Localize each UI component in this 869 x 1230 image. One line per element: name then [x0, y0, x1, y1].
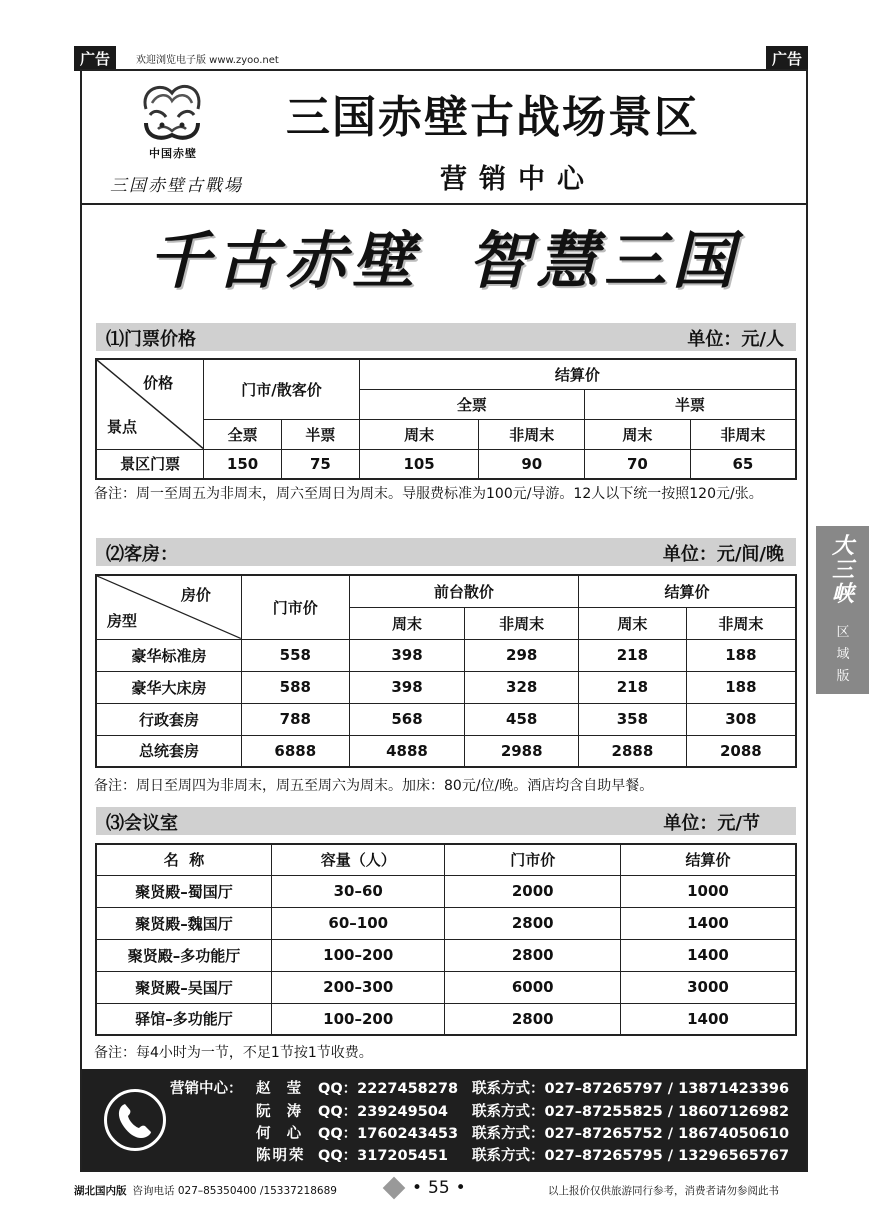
ticket-full-weekend-header: 周末: [359, 419, 479, 449]
ticket-half-weekend-header: 周末: [585, 419, 691, 449]
table-row: [96, 875, 796, 907]
footer-disclaimer: 以上报价仅供旅游同行参考，消费者请勿参阅此书: [548, 1185, 779, 1197]
room-table: [95, 574, 797, 768]
contact-phone: 联系方式：027–87255825 / 18607126982: [472, 1104, 790, 1120]
ticket-half-weekday-header: 非周末: [690, 419, 796, 449]
room-cell-retail: 588: [241, 671, 349, 703]
ticket-diag-bottom: 景点: [107, 417, 138, 436]
ticket-retail-half-header: 半票: [281, 419, 359, 449]
ticket-retail-full-header: 全票: [204, 419, 282, 449]
room-diag-top: 房价: [180, 586, 211, 604]
ticket-row-name: 景区门票: [96, 449, 204, 479]
room-cell-retail: 6888: [241, 735, 349, 767]
ticket-sub-half: 半票: [585, 389, 796, 419]
meeting-cell-name: 聚贤殿–多功能厅: [96, 939, 271, 971]
room-cell-name: 豪华标准房: [96, 639, 241, 671]
side-tab-char: 版: [836, 669, 850, 684]
meeting-table: [95, 843, 797, 1036]
ticket-half-weekend: 70: [585, 449, 691, 479]
room-settle-weekday-header: 非周末: [686, 607, 796, 639]
footer-phone: 咨询电话 027–85350400 /15337218689: [132, 1185, 337, 1197]
logo: [132, 79, 212, 161]
contact-qq: QQ：317205451: [318, 1148, 448, 1164]
meeting-col-name: 名 称: [96, 844, 271, 875]
room-cell-front-wd: 328: [465, 671, 579, 703]
contact-name: 赵 莹: [256, 1081, 304, 1097]
ticket-sub-full: 全票: [359, 389, 584, 419]
room-section-title: ⑵客房：: [106, 544, 178, 565]
meeting-cell-retail: 2800: [445, 1003, 620, 1035]
diamond-icon: [383, 1177, 406, 1200]
page-number: 55: [428, 1178, 450, 1198]
meeting-cell-settle: 1000: [620, 875, 796, 907]
contact-phone: 联系方式：027–87265795 / 13296565767: [472, 1148, 790, 1164]
slogan: [82, 211, 806, 300]
ticket-diag-header: [96, 359, 204, 449]
room-cell-front-we: 568: [349, 703, 465, 735]
table-row: [96, 939, 796, 971]
contact-row-2: [170, 1100, 789, 1121]
meeting-section-title: ⑶会议室: [106, 813, 178, 834]
ticket-retail-full: 150: [204, 449, 282, 479]
ticket-full-weekday-header: 非周末: [479, 419, 585, 449]
ticket-section-title: ⑴门票价格: [106, 329, 196, 350]
meeting-cell-capacity: 100–200: [271, 939, 445, 971]
meeting-cell-settle: 1400: [620, 907, 796, 939]
room-cell-settle-wd: 188: [686, 639, 796, 671]
room-cell-front-we: 4888: [349, 735, 465, 767]
ticket-full-weekday: 90: [479, 449, 585, 479]
meeting-col-capacity: 容量（人）: [271, 844, 445, 875]
room-cell-front-we: 398: [349, 671, 465, 703]
sub-title: 营销中心: [440, 164, 596, 195]
contact-name: 何 心: [256, 1126, 304, 1142]
advert-frame: [80, 69, 808, 1172]
ticket-diag-top: 价格: [143, 374, 174, 392]
room-cell-settle-we: 2888: [579, 735, 687, 767]
meeting-cell-retail: 2000: [445, 875, 620, 907]
footer-edition: 湖北国内版: [74, 1185, 127, 1197]
room-cell-name: 行政套房: [96, 703, 241, 735]
ticket-section-unit: 单位：元/人: [687, 329, 784, 350]
contact-name: 陈明荣: [256, 1148, 306, 1164]
meeting-col-settle: 结算价: [620, 844, 796, 875]
ad-tag-right: 广告: [766, 46, 808, 71]
meeting-cell-retail: 6000: [445, 971, 620, 1003]
meeting-cell-retail: 2800: [445, 907, 620, 939]
header: [82, 71, 806, 205]
meeting-cell-name: 驿馆–多功能厅: [96, 1003, 271, 1035]
ticket-section-bar: [96, 323, 796, 351]
room-note: 备注：周日至周四为非周末，周五至周六为周末。加床：80元/位/晚。酒店均含自助早餐。: [94, 778, 654, 794]
contact-row-1: [170, 1077, 789, 1098]
footer-left: [74, 1183, 337, 1198]
meeting-cell-name: 聚贤殿–魏国厅: [96, 907, 271, 939]
room-col-retail: 门市价: [241, 575, 349, 639]
meeting-note: 备注：每4小时为一节，不足1节按1节收费。: [94, 1045, 373, 1061]
ticket-table: [95, 358, 797, 480]
ticket-half-weekday: 65: [690, 449, 796, 479]
welcome-text: 欢迎浏览电子版 www.zyoo.net: [136, 55, 279, 66]
table-row: [96, 1003, 796, 1035]
side-tab-char: 域: [836, 647, 850, 662]
room-cell-settle-wd: 2088: [686, 735, 796, 767]
contact-qq: QQ：2227458278: [318, 1081, 459, 1097]
table-row: [96, 671, 796, 703]
meeting-cell-name: 聚贤殿–蜀国厅: [96, 875, 271, 907]
room-cell-retail: 788: [241, 703, 349, 735]
main-title: 三国赤壁古战场景区: [286, 92, 700, 143]
room-cell-front-wd: 298: [465, 639, 579, 671]
room-section-bar: [96, 538, 796, 566]
room-cell-front-we: 398: [349, 639, 465, 671]
side-tab-subtitle: [831, 622, 855, 688]
meeting-cell-capacity: 100–200: [271, 1003, 445, 1035]
side-tab-char: 区: [836, 625, 850, 640]
room-cell-name: 总统套房: [96, 735, 241, 767]
meeting-col-retail: 门市价: [445, 844, 620, 875]
room-cell-settle-we: 218: [579, 639, 687, 671]
table-row: [96, 449, 796, 479]
room-col-front: 前台散价: [349, 575, 578, 607]
room-diag-header: [96, 575, 241, 639]
ticket-note: 备注：周一至周五为非周末，周六至周日为周末。导服费标准为100元/导游。12人以下统一按照120元/张。: [94, 486, 763, 502]
room-cell-front-wd: 458: [465, 703, 579, 735]
table-row: [96, 971, 796, 1003]
ticket-col-retail: 门市/散客价: [204, 359, 360, 419]
contact-row-4: [170, 1144, 789, 1165]
contact-name: 阮 涛: [256, 1104, 304, 1120]
room-cell-settle-wd: 308: [686, 703, 796, 735]
logo-caption: 中国赤壁: [149, 147, 197, 160]
room-cell-retail: 558: [241, 639, 349, 671]
ticket-full-weekend: 105: [359, 449, 479, 479]
meeting-section-unit: 单位：元/节: [663, 813, 760, 834]
table-row: [96, 735, 796, 767]
logo-script: 三国赤壁古戰場: [110, 176, 243, 196]
contact-qq: QQ：1760243453: [318, 1126, 459, 1142]
room-cell-settle-we: 218: [579, 671, 687, 703]
slogan-part-2: 智慧三国: [468, 224, 741, 297]
room-settle-weekend-header: 周末: [579, 607, 687, 639]
meeting-cell-settle: 3000: [620, 971, 796, 1003]
room-diag-bottom: 房型: [107, 611, 138, 630]
ticket-col-settle: 结算价: [359, 359, 796, 389]
table-row: [96, 639, 796, 671]
ticket-retail-half: 75: [281, 449, 359, 479]
contact-phone: 联系方式：027–87265752 / 18674050610: [472, 1126, 790, 1142]
room-front-weekend-header: 周末: [349, 607, 465, 639]
room-cell-name: 豪华大床房: [96, 671, 241, 703]
meeting-cell-settle: 1400: [620, 939, 796, 971]
contact-qq: QQ：239249504: [318, 1104, 448, 1120]
contact-label: 营销中心：: [170, 1081, 243, 1097]
ad-tag-left: 广告: [74, 46, 116, 71]
footer-page: • 55 •: [386, 1178, 466, 1198]
meeting-section-bar: [96, 807, 796, 835]
room-front-weekday-header: 非周末: [465, 607, 579, 639]
room-cell-front-wd: 2988: [465, 735, 579, 767]
contact-phone: 联系方式：027–87265797 / 13871423396: [472, 1081, 790, 1097]
room-cell-settle-wd: 188: [686, 671, 796, 703]
table-row: [96, 907, 796, 939]
room-cell-settle-we: 358: [579, 703, 687, 735]
meeting-cell-settle: 1400: [620, 1003, 796, 1035]
meeting-cell-name: 聚贤殿–吴国厅: [96, 971, 271, 1003]
side-tab: [816, 526, 869, 694]
room-col-settle: 结算价: [579, 575, 796, 607]
contact-row-3: [170, 1122, 789, 1143]
meeting-cell-capacity: 60–100: [271, 907, 445, 939]
phone-icon: [104, 1089, 166, 1151]
slogan-part-1: 千古赤壁: [147, 224, 420, 297]
side-tab-title: 大三峡: [831, 533, 854, 607]
meeting-cell-capacity: 200–300: [271, 971, 445, 1003]
meeting-cell-capacity: 30–60: [271, 875, 445, 907]
meeting-cell-retail: 2800: [445, 939, 620, 971]
contact-box: [82, 1069, 806, 1170]
room-section-unit: 单位：元/间/晚: [662, 544, 784, 565]
table-row: [96, 703, 796, 735]
